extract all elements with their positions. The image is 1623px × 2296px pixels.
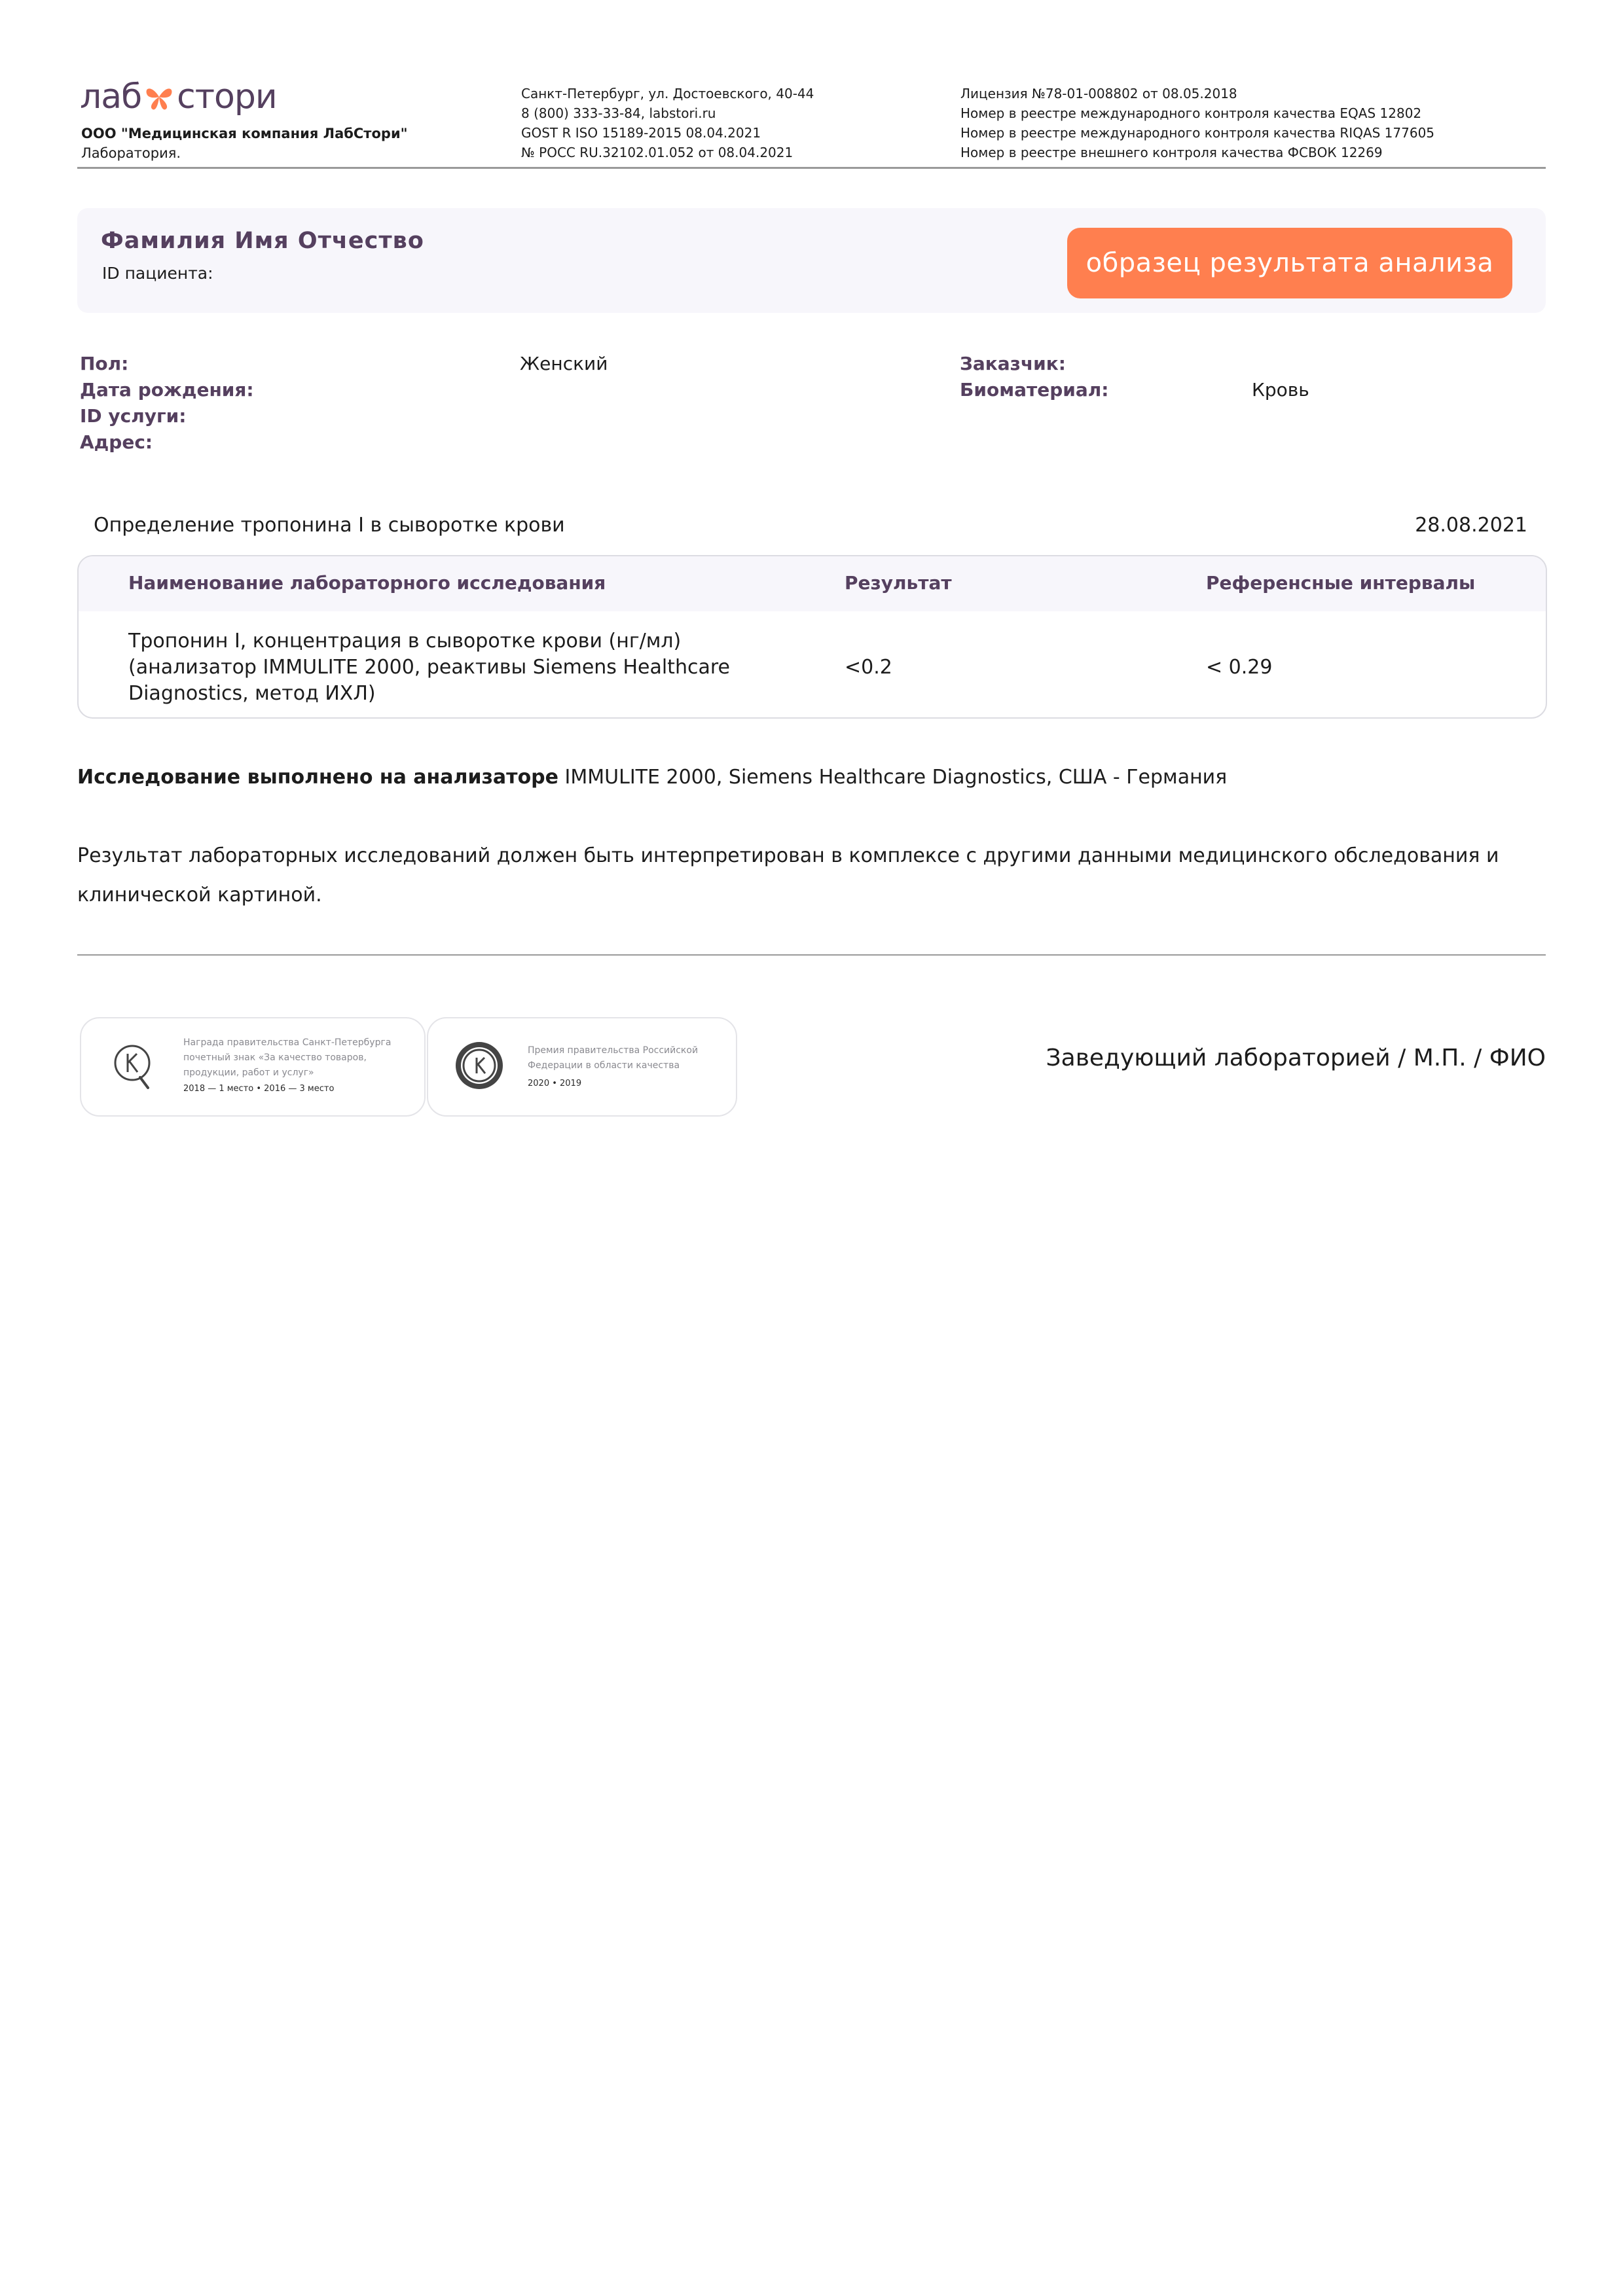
interpretation-note: Результат лабораторных исследований должен быть интерпретирован в комплексе с другими данными медицинского обследования и клинической картиной.	[77, 844, 1499, 906]
logo-text-left: лаб	[80, 77, 142, 117]
table-header	[79, 556, 1546, 611]
award-card	[427, 1017, 737, 1117]
patient-name: Фамилия Имя Отчество	[101, 228, 424, 254]
document-header	[77, 73, 1546, 165]
header-divider	[77, 167, 1546, 169]
contact-line: Санкт-Петербург, ул. Достоевского, 40-44	[521, 86, 814, 101]
license-line: Лицензия №78-01-008802 от 08.05.2018	[960, 86, 1237, 101]
license-line: Номер в реестре международного контроля качества EQAS 12802	[960, 105, 1422, 121]
quality-emblem-icon	[106, 1039, 158, 1092]
labstori-logo	[80, 77, 277, 117]
licenses-block	[960, 84, 1434, 162]
sex-value: Женский	[520, 353, 608, 374]
footer-divider	[77, 954, 1546, 956]
customer-label: Заказчик:	[960, 353, 1066, 374]
address-label: Адрес:	[80, 431, 153, 453]
logo-text-right: стори	[177, 77, 277, 117]
info-values-right	[1252, 377, 1309, 403]
test-name-cell: Тропонин I, концентрация в сыворотке крови (нг/мл) (анализатор IMMULITE 2000, реактивы Siemens Healthcare Diagnostics, метод ИХЛ)	[128, 630, 730, 705]
patient-id-label: ID пациента:	[102, 264, 213, 283]
license-line: Номер в реестре международного контроля качества RIQAS 177605	[960, 125, 1435, 141]
column-header-result: Результат	[845, 572, 952, 594]
info-labels-left	[80, 351, 254, 456]
reference-cell: < 0.29	[1206, 656, 1273, 679]
analyzer-label: Исследование выполнено на анализаторе	[77, 766, 558, 789]
info-values-left	[520, 351, 608, 377]
award-years: 2018 — 1 место • 2016 — 3 место	[183, 1084, 335, 1094]
company-name: ООО "Медицинская компания ЛабСтори"	[81, 126, 408, 141]
award-text: Премия правительства Российской Федерации в области качества	[528, 1045, 699, 1071]
results-table	[77, 555, 1547, 719]
contact-line: 8 (800) 333-33-84, labstori.ru	[521, 105, 716, 121]
birth-date-label: Дата рождения:	[80, 379, 254, 401]
info-labels-right	[960, 351, 1108, 403]
sample-badge: образец результата анализа	[1067, 228, 1512, 298]
award-text: Награда правительства Санкт-Петербурга почетный знак «За качество товаров, продукции, работ и услуг»	[183, 1037, 392, 1078]
contact-line: GOST R ISO 15189-2015 08.04.2021	[521, 125, 761, 141]
test-date: 28.08.2021	[1415, 514, 1527, 537]
license-line: Номер в реестре внешнего контроля качества ФСВОК 12269	[960, 145, 1383, 160]
butterfly-icon	[143, 81, 175, 113]
analyzer-value: IMMULITE 2000, Siemens Healthcare Diagnostics, США - Германия	[558, 766, 1228, 789]
service-id-label: ID услуги:	[80, 405, 187, 427]
award-card	[80, 1017, 426, 1117]
contacts-block	[521, 84, 814, 162]
sex-label: Пол:	[80, 353, 129, 374]
column-header-reference: Референсные интервалы	[1206, 572, 1476, 594]
quality-seal-icon	[453, 1039, 505, 1092]
contact-line: № РОСС RU.32102.01.052 от 08.04.2021	[521, 145, 793, 160]
biomaterial-label: Биоматериал:	[960, 379, 1109, 401]
column-header-name: Наименование лабораторного исследования	[128, 572, 606, 594]
biomaterial-value: Кровь	[1252, 379, 1309, 401]
signature-line: Заведующий лабораторией / М.П. / ФИО	[1046, 1045, 1546, 1071]
company-subtitle: Лаборатория.	[81, 145, 181, 161]
analyzer-note	[77, 766, 1227, 789]
patient-card	[77, 208, 1546, 313]
award-years: 2020 • 2019	[528, 1079, 582, 1088]
test-title: Определение тропонина I в сыворотке крови	[94, 514, 565, 537]
result-cell: <0.2	[845, 656, 892, 679]
